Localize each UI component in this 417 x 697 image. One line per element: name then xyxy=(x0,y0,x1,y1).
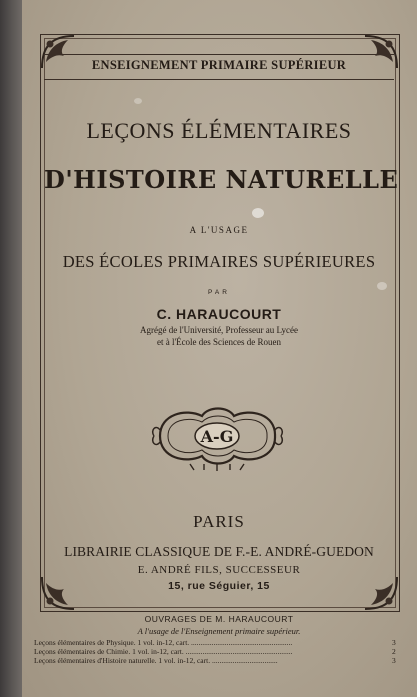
other-works-price: 2 xyxy=(392,647,396,656)
publisher-emblem xyxy=(150,400,285,472)
emblem-monogram: A-G xyxy=(200,427,234,446)
other-works-price: 3 xyxy=(392,638,396,647)
author-credential-2: et à l'École des Sciences de Rouen xyxy=(156,337,282,347)
title-audience: DES ÉCOLES PRIMAIRES SUPÉRIEURES xyxy=(62,252,376,271)
publisher-address: 15, rue Séguier, 15 xyxy=(168,580,270,592)
corner-ornament-icon xyxy=(38,573,78,613)
author-name: C. HARAUCOURT xyxy=(156,306,282,322)
other-works-item: Leçons élémentaires de Chimie. 1 vol. in-12, cart. ......................................................... xyxy=(34,647,293,656)
other-works-price: 3 xyxy=(392,656,396,665)
publisher-city: PARIS xyxy=(193,512,245,531)
corner-ornament-icon xyxy=(361,573,401,613)
title-line-2: D'HISTOIRE NATURELLE xyxy=(44,165,399,194)
other-works-item: Leçons élémentaires de Physique. 1 vol. in-12, cart. ...................................................... xyxy=(34,638,293,647)
title-usage: A L'USAGE xyxy=(189,225,249,235)
publisher-successor: E. ANDRÉ FILS, SUCCESSEUR xyxy=(137,564,301,576)
publisher-house: LIBRAIRIE CLASSIQUE DE F.-E. ANDRÉ-GUEDON xyxy=(64,544,374,559)
author-credential-1: Agrégé de l'Université, Professeur au Lycée xyxy=(139,325,299,335)
title-line-1: LEÇONS ÉLÉMENTAIRES xyxy=(86,118,352,143)
author-par: PAR xyxy=(208,289,230,296)
book-spine xyxy=(0,0,22,697)
other-works-item: Leçons élémentaires d'Histoire naturelle. 1 vol. in-12, cart. ................................... xyxy=(34,656,278,665)
other-works-subtitle: A l'usage de l'Enseignement primaire supérieur. xyxy=(137,626,301,636)
header-band-text: ENSEIGNEMENT PRIMAIRE SUPÉRIEUR xyxy=(91,58,347,72)
other-works-title: OUVRAGES DE M. HARAUCOURT xyxy=(144,614,294,624)
